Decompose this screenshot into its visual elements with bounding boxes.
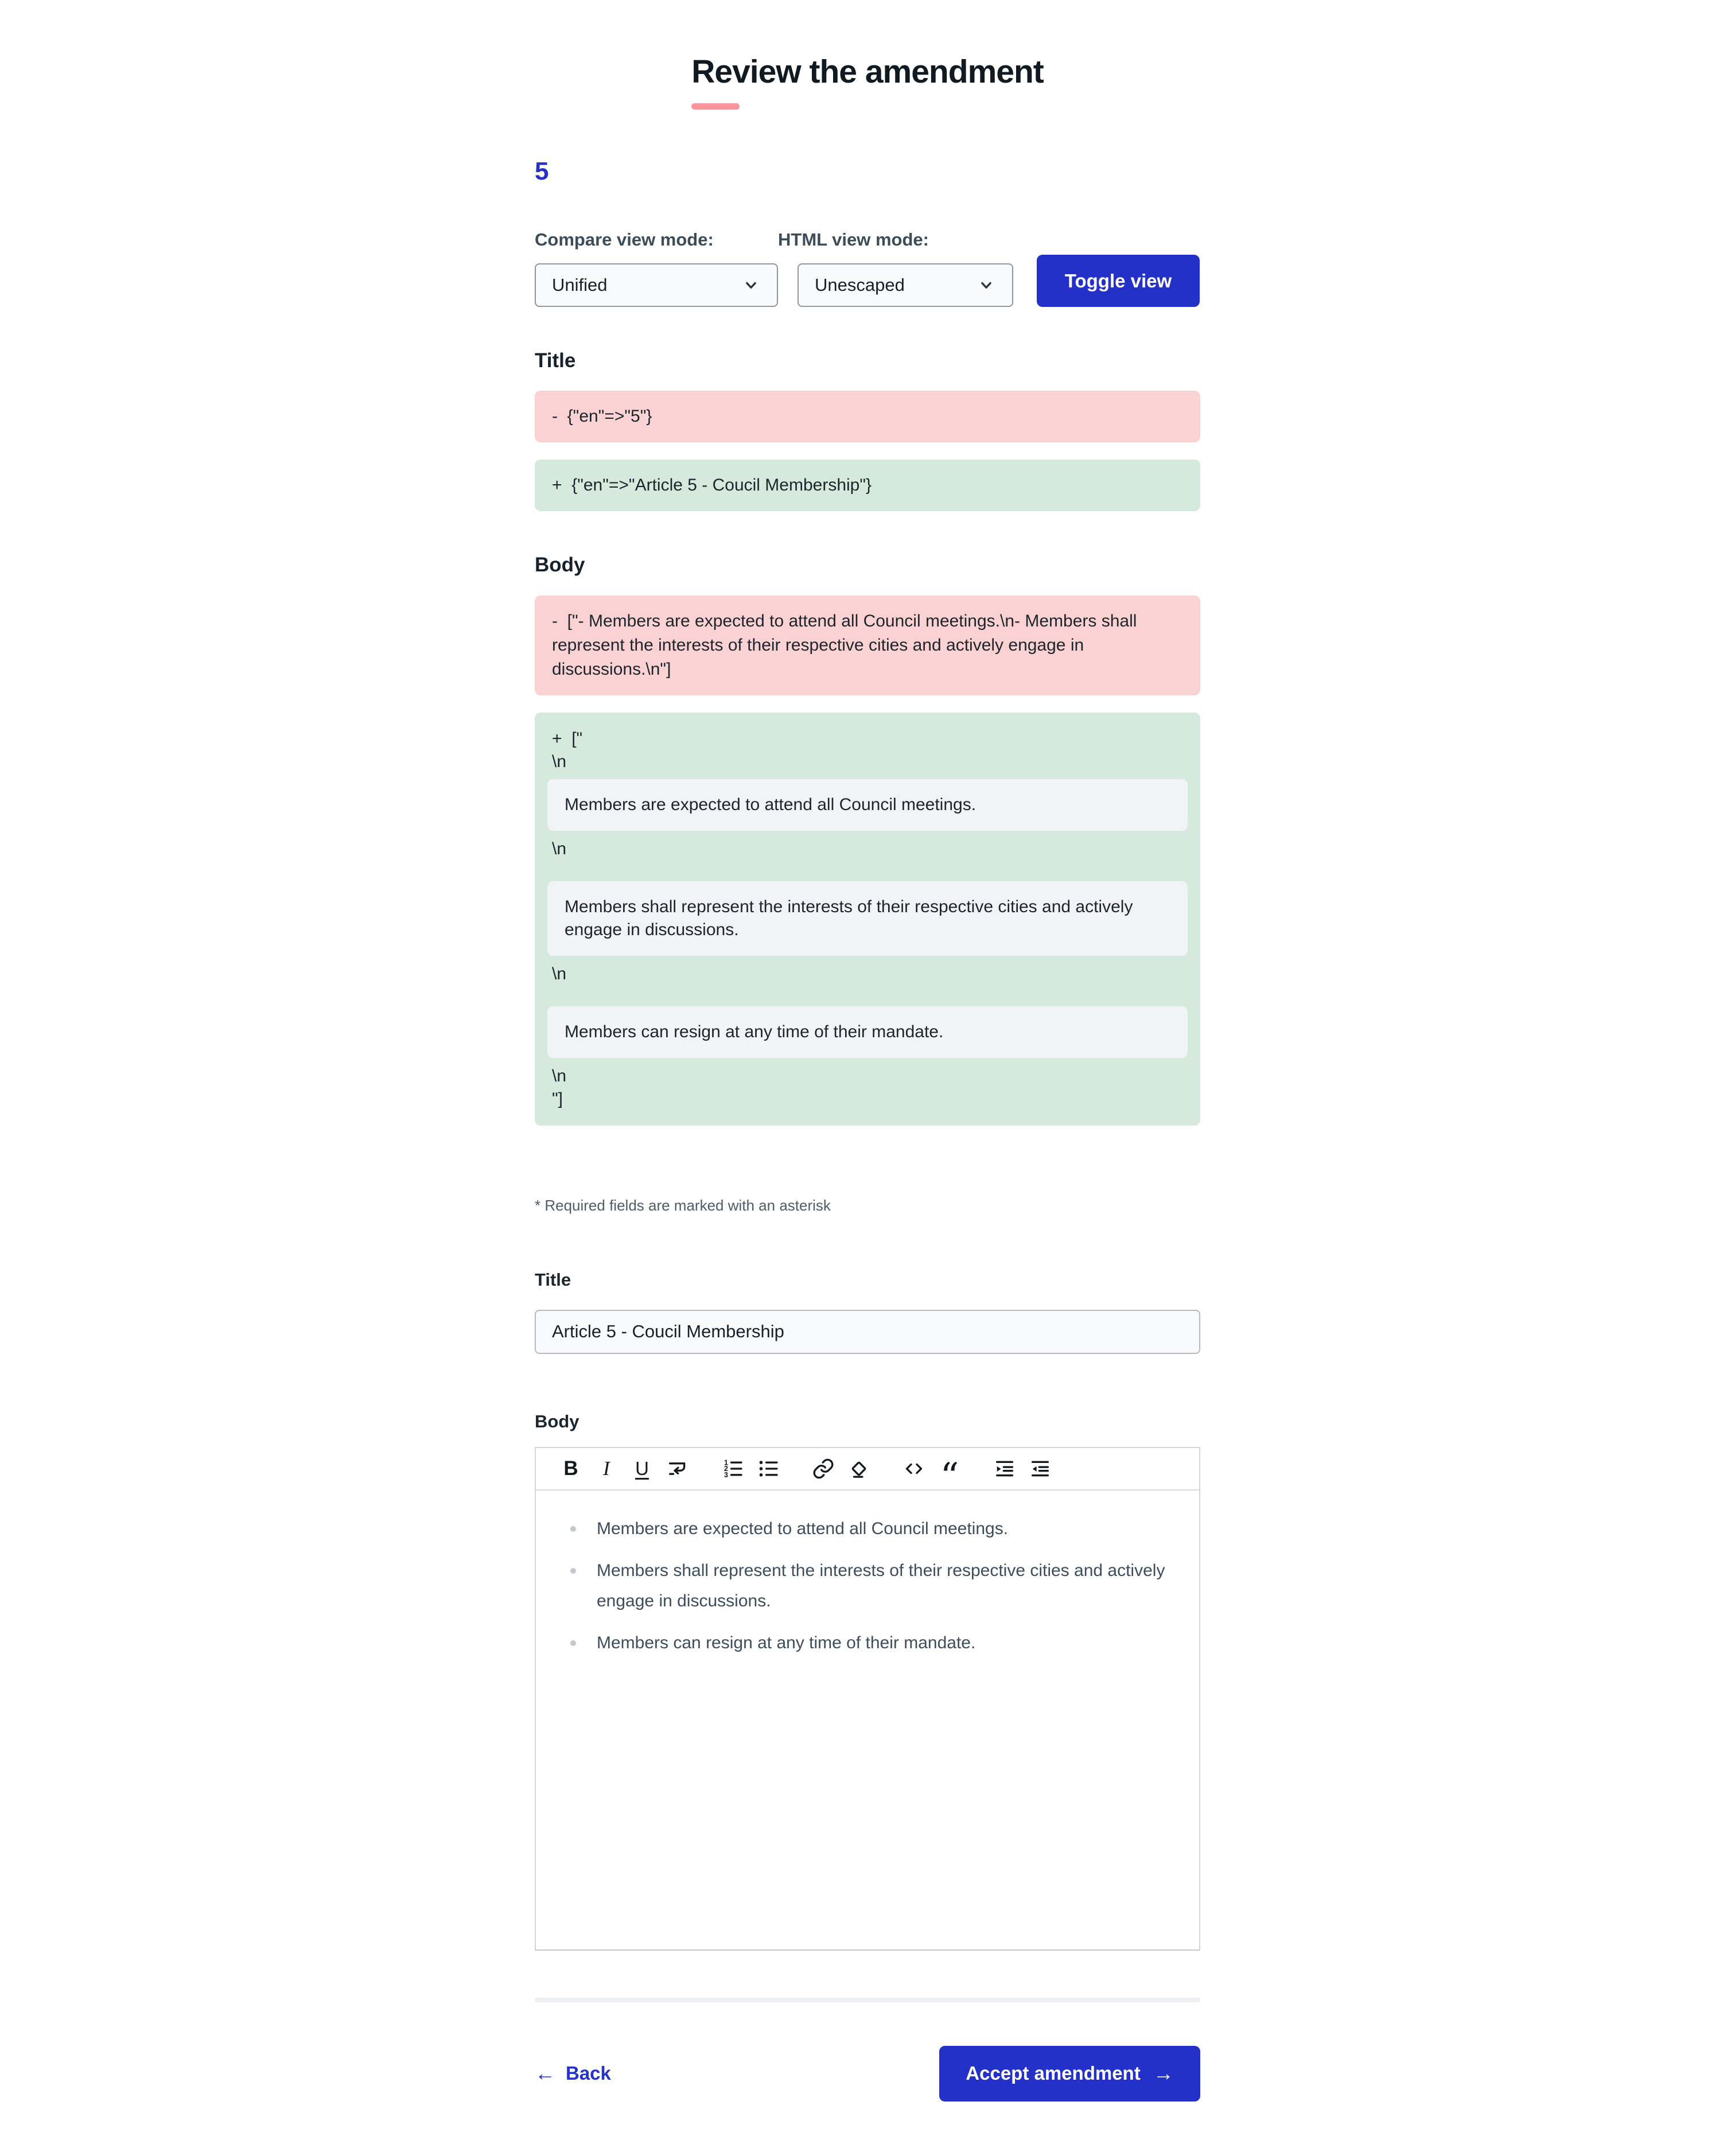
toolbar-group-indent [987,1455,1058,1482]
back-link-label: Back [566,2062,611,2084]
list-item-text: Members can resign at any time of their mandate. [597,1633,976,1652]
body-diff-removed: - ["- Members are expected to attend all Council meetings.\n- Members shall represent the interests of their respective cities and actively engage in discussions.\n"] [535,596,1200,695]
diff-title-heading: Title [535,349,576,372]
list-item [560,1555,1175,1616]
view-controls-row [535,230,1200,307]
svg-text:1: 1 [724,1458,728,1466]
compare-view-group [535,230,778,307]
bullet-dot [570,1640,576,1646]
diff-open-line: + [" [552,729,583,748]
indent-icon [993,1457,1016,1480]
arrow-left-icon: ← [535,2061,555,2085]
toolbar-group-insert [896,1455,967,1498]
indent-button[interactable] [992,1455,1017,1482]
diff-newline-token: \n [552,839,567,858]
editor-toolbar [536,1448,1199,1498]
list-item [560,1628,1175,1658]
blockquote-icon: “ [940,1455,959,1498]
body-diff-added [535,713,1200,1126]
line-break-button[interactable] [665,1455,690,1482]
ordered-list-icon [721,1457,744,1480]
page-title [691,53,1044,110]
page-container [535,0,1200,2156]
diff-newline-token: \n [552,1066,567,1085]
html-view-select[interactable] [798,263,1013,307]
page-header [535,53,1200,110]
title-diff-added: + {"en"=>"Article 5 - Coucil Membership"} [535,460,1200,511]
toggle-view-button[interactable]: Toggle view [1037,255,1200,307]
accept-button-label: Accept amendment [966,2062,1141,2084]
back-link[interactable] [535,2061,611,2085]
link-button[interactable] [811,1455,836,1482]
editor-content[interactable] [536,1490,1199,1949]
blockquote-button[interactable] [937,1455,962,1498]
outdent-button[interactable] [1028,1455,1053,1482]
bullet-dot [570,1526,576,1532]
underline-icon: U [635,1457,649,1479]
italic-icon: I [603,1457,610,1480]
rich-text-editor [535,1447,1200,1951]
html-view-selected-value: Unescaped [815,275,905,295]
page-title-text: Review the amendment [691,53,1044,90]
link-icon [812,1457,835,1480]
svg-text:2: 2 [724,1464,728,1473]
code-button[interactable] [901,1455,927,1482]
clear-format-icon [847,1457,870,1480]
underline-button[interactable] [629,1455,655,1482]
line-break-icon [666,1457,689,1480]
title-field-label: Title [535,1269,571,1290]
bold-button[interactable] [558,1455,583,1482]
title-input[interactable] [535,1310,1200,1354]
bold-icon: B [563,1457,578,1480]
footer-actions [535,2046,1200,2101]
title-diff-removed: - {"en"=>"5"} [535,391,1200,442]
compare-view-select[interactable] [535,263,778,307]
toolbar-group-text-style [553,1455,695,1482]
italic-button[interactable] [594,1455,619,1482]
required-fields-note: * Required fields are marked with an asterisk [535,1196,831,1214]
html-view-label: HTML view mode: [778,229,929,250]
bullet-dot [570,1568,576,1574]
diff-paragraph: Members are expected to attend all Council meetings. [547,779,1188,831]
accept-amendment-button[interactable] [939,2046,1200,2101]
bullet-list-icon [757,1457,780,1480]
bullet-list-button[interactable] [756,1455,781,1482]
compare-view-selected-value: Unified [552,275,608,295]
list-item [560,1513,1175,1544]
diff-paragraph: Members can resign at any time of their mandate. [547,1006,1188,1058]
toolbar-group-lists [715,1455,786,1482]
diff-paragraph: Members shall represent the interests of their respective cities and actively engage in discussions. [547,881,1188,956]
body-field-label: Body [535,1411,579,1431]
chevron-down-icon [977,275,996,295]
outdent-icon [1029,1457,1052,1480]
diff-close-line: "] [552,1089,563,1108]
list-item-text: Members are expected to attend all Council meetings. [597,1519,1009,1538]
title-underline-decoration [691,103,740,110]
diff-body-heading: Body [535,554,585,577]
section-divider [535,1998,1200,2002]
compare-view-label: Compare view mode: [535,229,714,250]
bullet-list [560,1513,1175,1658]
diff-newline-token: \n [552,752,567,771]
arrow-right-icon: → [1153,2061,1174,2085]
diff-newline-token: \n [552,964,567,983]
chevron-down-icon [741,275,761,295]
amendment-number: 5 [535,157,549,185]
svg-text:3: 3 [724,1470,728,1479]
clear-format-button[interactable] [846,1455,872,1482]
ordered-list-button[interactable] [720,1455,745,1482]
html-view-group [778,230,1013,307]
list-item-text: Members shall represent the interests of their respective cities and actively engage in discussions. [597,1560,1165,1610]
code-icon [902,1457,925,1480]
toolbar-group-links [806,1455,877,1482]
